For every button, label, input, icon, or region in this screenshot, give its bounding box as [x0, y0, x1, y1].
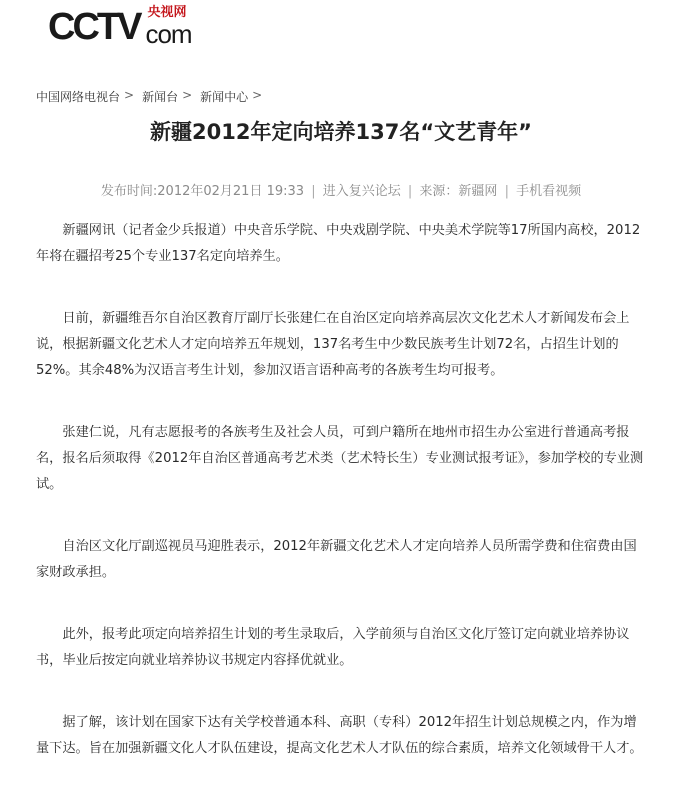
article-title: 新疆2012年定向培养137名“文艺青年”	[150, 120, 532, 144]
article-paragraph: 张建仁说，凡有志愿报考的各族考生及社会人员，可到户籍所在地州市招生办公室进行普通高考报名，报名后须取得《2012年自治区普通高考艺术类（艺术特长生）专业测试报考证》，参加学校的专业测试。	[36, 425, 644, 492]
breadcrumb-separator: >	[252, 88, 263, 102]
forum-link[interactable]: 进入复兴论坛	[322, 184, 401, 199]
mobile-video-link[interactable]: 手机看视频	[516, 184, 582, 199]
article-body	[36, 218, 648, 798]
article-paragraph: 新疆网讯（记者金少兵报道）中央音乐学院、中央戏剧学院、中央美术学院等17所国内高校，2012年将在疆招考25个专业137名定向培养生。	[36, 223, 641, 264]
article-paragraph: 日前，新疆维吾尔自治区教育厅副厅长张建仁在自治区定向培养高层次文化艺术人才新闻发布会上说，根据新疆文化艺术人才定向培养五年规划，137名考生中少数民族考生计划72名，占招生计划的52%。其余48%为汉语言考生计划，参加汉语言语种高考的各族考生均可报考。	[36, 311, 630, 378]
breadcrumb-separator: >	[182, 88, 193, 102]
cctv-logo[interactable]	[48, 6, 192, 47]
logo-mark: CCTV	[48, 6, 140, 48]
article-source: 来源：新疆网	[419, 184, 498, 199]
article-meta	[0, 180, 682, 199]
breadcrumb-separator: >	[124, 88, 135, 102]
breadcrumb	[36, 88, 266, 105]
meta-divider: |	[504, 184, 509, 199]
article-paragraph: 据了解，该计划在国家下达有关学校普通本科、高职（专科）2012年招生计划总规模之内，作为增量下达。旨在加强新疆文化人才队伍建设，提高文化艺术人才队伍的综合素质，培养文化领域骨干人才。	[36, 715, 643, 756]
logo-cn-text: 央视网	[147, 5, 187, 20]
article-paragraph: 此外，报考此项定向培养招生计划的考生录取后，入学前须与自治区文化厅签订定向就业培养协议书，毕业后按定向就业培养协议书规定内容择优就业。	[36, 627, 630, 668]
logo-right	[145, 6, 191, 47]
article-paragraph: 自治区文化厅副巡视员马迎胜表示，2012年新疆文化艺术人才定向培养人员所需学费和住宿费由国家财政承担。	[36, 539, 637, 580]
meta-divider: |	[311, 184, 316, 199]
breadcrumb-item-cntv[interactable]: 中国网络电视台	[36, 90, 121, 104]
breadcrumb-item-news-channel[interactable]: 新闻台	[142, 90, 179, 104]
breadcrumb-item-news-center[interactable]: 新闻中心	[200, 90, 249, 104]
logo-com-text: com	[145, 19, 192, 49]
meta-divider: |	[407, 184, 413, 199]
publish-time: 发布时间:2012年02月21日 19:33	[100, 184, 305, 199]
